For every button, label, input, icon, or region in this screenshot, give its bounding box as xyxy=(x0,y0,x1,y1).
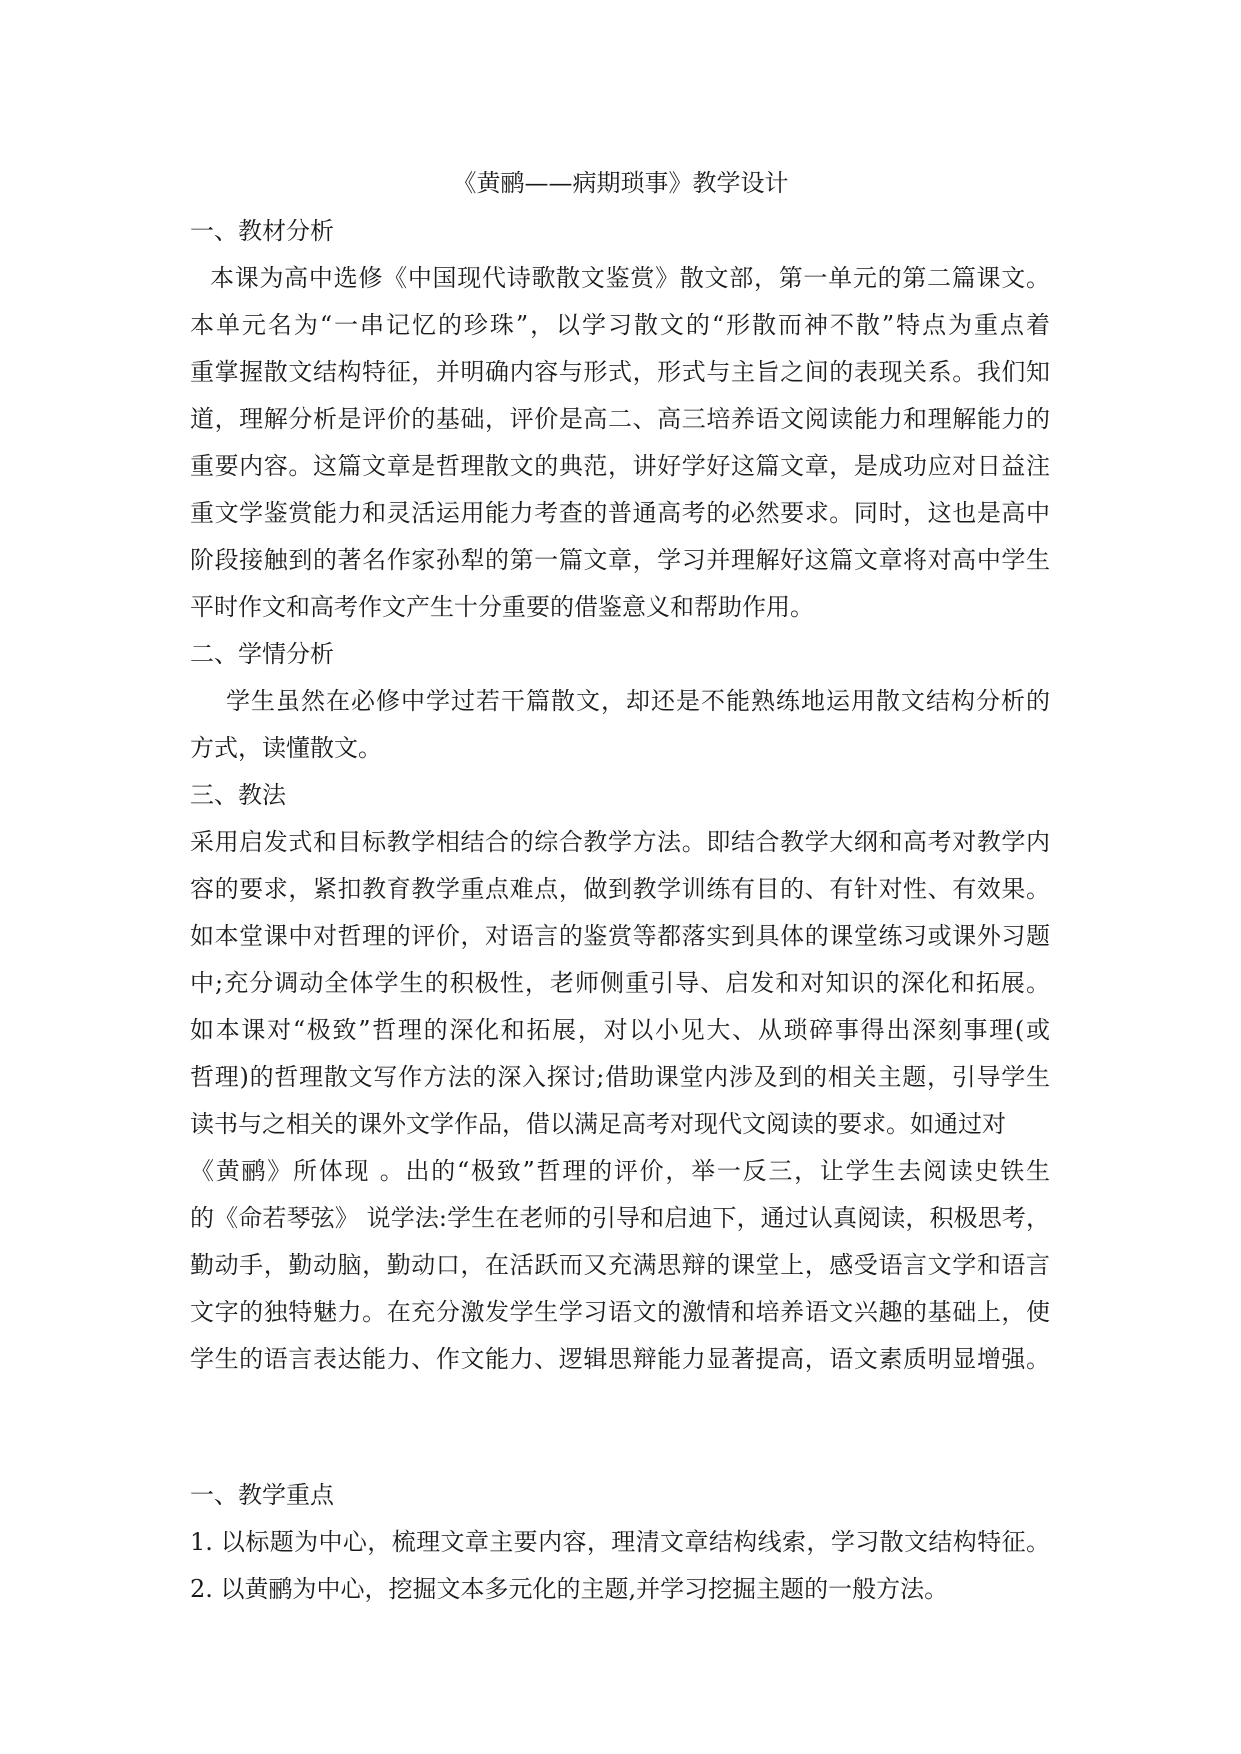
paragraph-line: 采用启发式和目标教学相结合的综合教学方法。即结合教学大纲和高考对教学内 xyxy=(190,828,1050,856)
paragraph-line: 学生虽然在必修中学过若干篇散文，却还是不能熟练地运用散文结构分析的 xyxy=(226,687,1050,715)
paragraph-line: 重要内容。这篇文章是哲理散文的典范，讲好学好这篇文章，是成功应对日益注 xyxy=(190,452,1050,480)
paragraph-line: 读书与之相关的课外文学作品，借以满足高考对现代文阅读的要求。如通过对 xyxy=(190,1110,1006,1138)
paragraph-line: 平时作文和高考作文产生十分重要的借鉴意义和帮助作用。 xyxy=(190,593,814,621)
paragraph-line: 文字的独特魅力。在充分激发学生学习语文的激情和培养语文兴趣的基础上，使 xyxy=(190,1298,1050,1326)
paragraph-line: 方式，读懂散文。 xyxy=(190,734,382,762)
paragraph-line: 道，理解分析是评价的基础，评价是高二、高三培养语文阅读能力和理解能力的 xyxy=(190,405,1050,433)
paragraph-line: 的《命若琴弦》 说学法:学生在老师的引导和启迪下，通过认真阅读，积极思考， xyxy=(190,1204,1050,1232)
paragraph-line: 阶段接触到的著名作家孙犁的第一篇文章，学习并理解好这篇文章将对高中学生 xyxy=(190,546,1050,574)
paragraph-line: 学生的语言表达能力、作文能力、逻辑思辩能力显著提高，语文素质明显增强。 xyxy=(190,1345,1050,1373)
paragraph-line: 如本课对“极致”哲理的深化和拓展，对以小见大、从琐碎事得出深刻事理(或 xyxy=(190,1016,1050,1044)
list-item: 2. 以黄鹂为中心，挖掘文本多元化的主题,并学习挖掘主题的一般方法。 xyxy=(190,1575,949,1603)
list-item: 1. 以标题为中心，梳理文章主要内容，理清文章结构线索，学习散文结构特征。 xyxy=(190,1528,1050,1556)
paragraph-line: 重掌握散文结构特征，并明确内容与形式，形式与主旨之间的表现关系。我们知 xyxy=(190,358,1050,386)
section-heading-teaching-focus: 一、教学重点 xyxy=(190,1481,334,1509)
paragraph-line: 《黄鹂》所体现 。出的“极致”哲理的评价，举一反三，让学生去阅读史铁生 xyxy=(190,1157,1050,1185)
section-heading-student-analysis: 二、学情分析 xyxy=(190,640,334,668)
paragraph-line: 重文学鉴赏能力和灵活运用能力考查的普通高考的必然要求。同时，这也是高中 xyxy=(190,499,1050,527)
section-heading-textbook-analysis: 一、教材分析 xyxy=(190,217,334,245)
section-heading-teaching-method: 三、教法 xyxy=(190,781,286,809)
document-title: 《黄鹂——病期琐事》教学设计 xyxy=(452,169,789,197)
paragraph-line: 哲理)的哲理散文写作方法的深入探讨;借助课堂内涉及到的相关主题，引导学生 xyxy=(190,1063,1050,1091)
paragraph-line: 本单元名为“一串记忆的珍珠”，以学习散文的“形散而神不散”特点为重点着 xyxy=(190,311,1050,339)
paragraph-line: 本课为高中选修《中国现代诗歌散文鉴赏》散文部，第一单元的第二篇课文。 xyxy=(210,264,1050,292)
paragraph-line: 中;充分调动全体学生的积极性，老师侧重引导、启发和对知识的深化和拓展。 xyxy=(190,969,1050,997)
paragraph-line: 如本堂课中对哲理的评价，对语言的鉴赏等都落实到具体的课堂练习或课外习题 xyxy=(190,922,1050,950)
paragraph-line: 容的要求，紧扣教育教学重点难点，做到教学训练有目的、有针对性、有效果。 xyxy=(190,875,1050,903)
paragraph-line: 勤动手，勤动脑，勤动口，在活跃而又充满思辩的课堂上，感受语言文学和语言 xyxy=(190,1251,1050,1279)
